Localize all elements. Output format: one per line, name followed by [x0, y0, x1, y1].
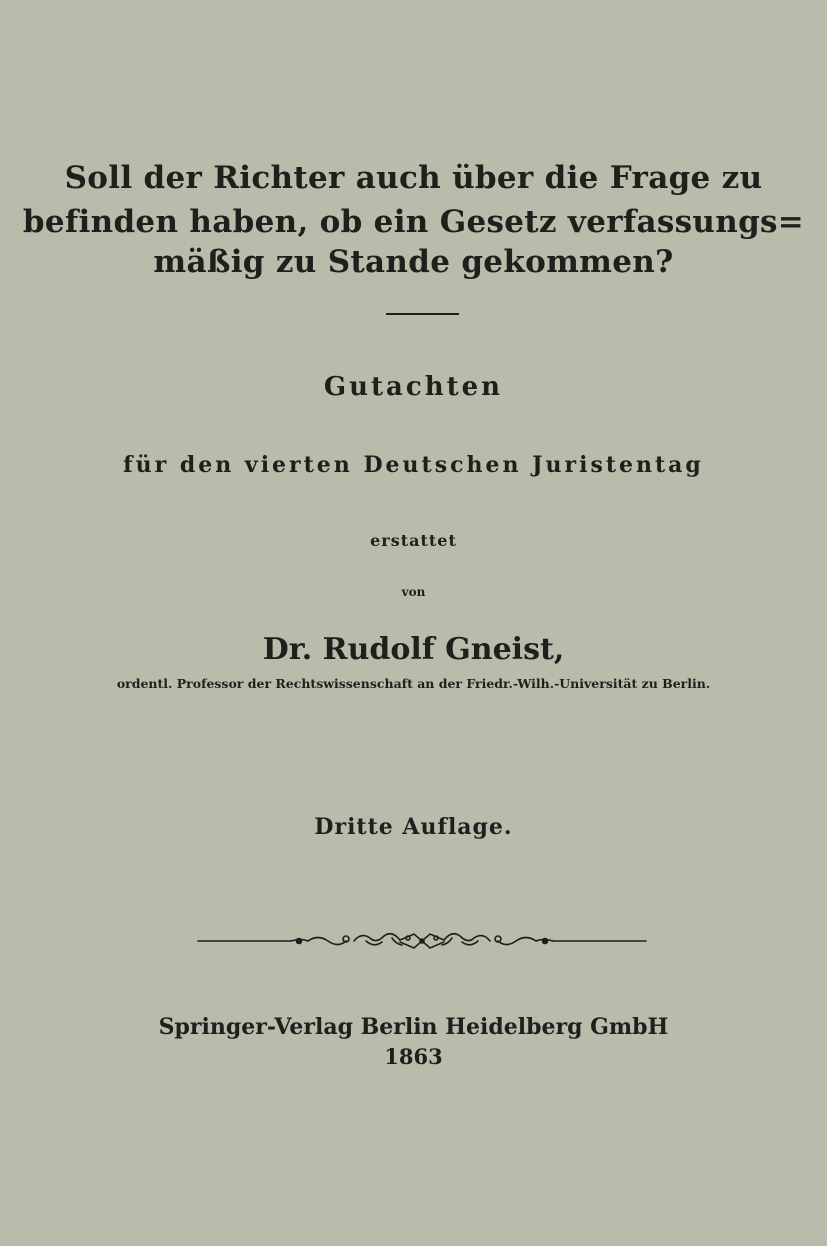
title-line-1: Soll der Richter auch über die Frage zu	[64, 160, 763, 196]
edition-label: Dritte Auflage.	[314, 814, 513, 840]
author-affiliation: ordentl. Professor der Rechtswissenschaft an der Friedr.-Wilh.-Universität zu Berlin.	[116, 676, 711, 691]
subtitle: Gutachten	[323, 372, 504, 402]
title-line-2: befinden haben, ob ein Gesetz verfassungs=	[22, 204, 805, 240]
title-divider	[386, 313, 459, 315]
purpose-line: für den vierten Deutschen Juristentag	[123, 452, 704, 478]
verb-line: erstattet	[370, 531, 457, 550]
publisher-name: Springer-Verlag Berlin Heidelberg GmbH	[158, 1014, 669, 1040]
title-line-3: mäßig zu Stande gekommen?	[153, 244, 674, 280]
ornament-divider	[196, 926, 648, 954]
by-line: von	[401, 585, 426, 599]
author-name: Dr. Rudolf Gneist,	[262, 632, 565, 667]
publication-year: 1863	[384, 1044, 443, 1069]
